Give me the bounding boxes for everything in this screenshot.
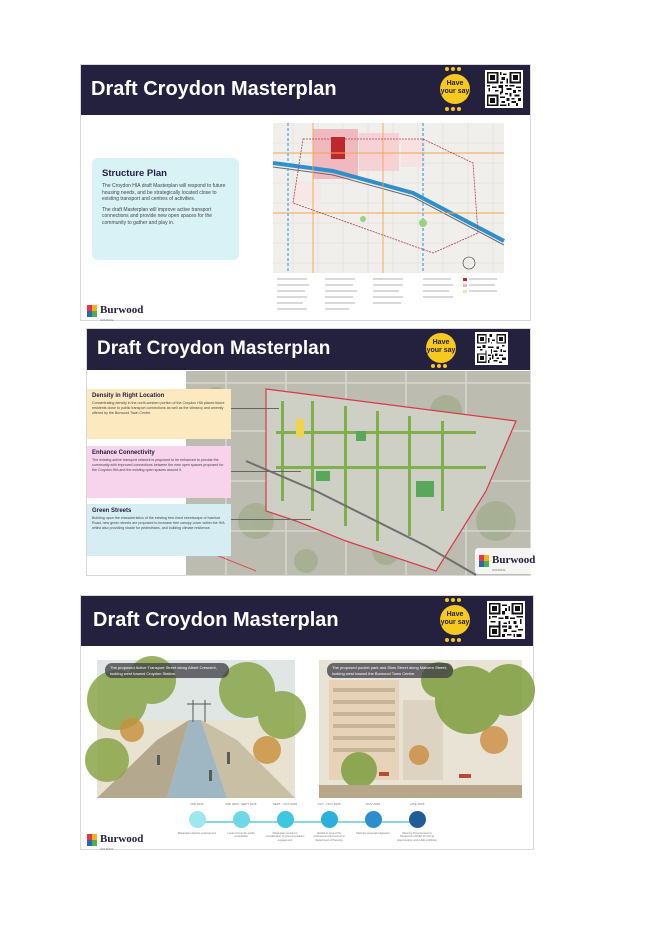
burwood-logo-mark-icon (479, 555, 489, 567)
badge-dots-top (445, 598, 461, 602)
timeline-step-5-desc: Planning proposal lodgement (356, 832, 390, 835)
callout-connectivity-text: The existing active transport network is proposed to be enhanced to provide the community with improved connections between the new open spaces proposed for the Croydon HIA and the existing open spaces around it. (92, 458, 224, 472)
timeline-step-4-desc: Update to Council for endorsement and submit to Department of Planning (313, 832, 345, 842)
callout-green-streets (87, 504, 231, 556)
board-structure-plan (81, 65, 530, 320)
timeline-step-6-dot (409, 811, 426, 828)
burwood-logo (475, 548, 539, 574)
burwood-logo-text: Burwood (100, 304, 144, 316)
timeline-step-4 (309, 802, 349, 842)
timeline-step-1 (177, 802, 217, 835)
have-your-say-badge: Have your say (440, 74, 470, 104)
timeline-step-6-desc: Planning Proposal sent to Department (NSW) for formal determination and public exhibition (397, 832, 437, 842)
callout-density (87, 389, 231, 439)
timeline-step-3-dot (277, 811, 294, 828)
qr-code-icon (475, 332, 508, 365)
caption-malvern-street: The proposed pocket park and Slow Street along Malvern Street, looking west toward the Burwood Town Centre. (327, 663, 453, 678)
timeline-step-4-date: OCT - NOV 2025 (317, 802, 341, 806)
board-header (87, 329, 530, 370)
timeline-step-2-desc: Local community public consultation (227, 832, 255, 839)
callout-density-text: Concentrating density in the north-western portion of the Croydon HIA places future residents close to public transport connections as well as the vibrancy and amenity offered by the Burwood Town Centre. (92, 401, 225, 415)
timeline-step-5-date: NOV 2025 (365, 802, 380, 806)
have-your-say-badge: Have your say (426, 333, 456, 363)
timeline-step-6-date: LATE 2025 (409, 802, 425, 806)
callout-green-streets-heading: Green Streets (92, 508, 132, 514)
render-malvern-street (319, 660, 522, 798)
burwood-logo-mark-icon (87, 305, 97, 317)
burwood-logo (87, 300, 143, 322)
caption-albert-crescent: The proposed Active Transport Street along Albert Crescent, looking west toward Croydon Station. (105, 663, 229, 678)
board-artist-impressions (81, 596, 533, 849)
burwood-logo (87, 829, 143, 851)
badge-dots-top (445, 67, 461, 71)
callout-leader-3 (231, 519, 311, 520)
project-timeline (177, 802, 437, 846)
have-your-say-badge: Have your say (440, 605, 470, 635)
burwood-logo-sub: COUNCIL (100, 847, 114, 851)
burwood-logo-mark-icon (87, 834, 97, 846)
burwood-logo-sub: COUNCIL (100, 318, 114, 322)
timeline-step-3-desc: Masterplan revised in consideration of post-consultation engagement (265, 832, 305, 842)
board-title: Draft Croydon Masterplan (91, 78, 337, 100)
structure-plan-map (273, 123, 504, 273)
structure-plan-text-1: The Croydon HIA draft Masterplan will respond to future housing needs, and be strategically located close to existing transport and centres of activities. (102, 183, 226, 202)
badge-dots-bottom (445, 107, 461, 111)
board-title: Draft Croydon Masterplan (93, 609, 339, 631)
board-key-moves (87, 329, 536, 575)
timeline-step-3-date: SEPT - OCT 2025 (272, 802, 298, 806)
badge-dots-bottom (431, 364, 447, 368)
timeline-step-5 (353, 802, 393, 835)
qr-code-icon (487, 601, 525, 639)
timeline-step-3 (265, 802, 305, 842)
board-header (81, 596, 533, 646)
burwood-logo-text: Burwood (100, 833, 144, 845)
burwood-logo-sub: COUNCIL (492, 568, 506, 572)
callout-density-heading: Density in Right Location (92, 393, 165, 399)
structure-plan-text-2: The draft Masterplan will improve active transport connections and provide new open spaces for the community to gather and play in. (102, 206, 213, 226)
render-albert-crescent (97, 660, 295, 798)
board-title: Draft Croydon Masterplan (97, 338, 331, 359)
timeline-step-1-date: MID 2025 (190, 802, 204, 806)
timeline-step-2 (221, 802, 261, 839)
callout-connectivity (87, 446, 231, 498)
timeline-step-1-dot (189, 811, 206, 828)
timeline-step-1-desc: Masterplan draft for endorsement (177, 832, 217, 835)
qr-code-icon (485, 70, 523, 108)
structure-plan-heading: Structure Plan (102, 168, 167, 179)
timeline-step-4-dot (321, 811, 338, 828)
burwood-logo-text: Burwood (492, 554, 536, 566)
aerial-map (186, 371, 530, 575)
timeline-step-2-date: MID 2025 - SEPT 2025 (225, 802, 257, 806)
map-legend (273, 275, 504, 315)
callout-leader-2 (231, 471, 301, 472)
badge-dots-bottom (445, 638, 461, 642)
structure-plan-card (92, 158, 239, 260)
callout-connectivity-heading: Enhance Connectivity (92, 450, 155, 456)
board-header (81, 65, 530, 115)
timeline-step-6 (397, 802, 437, 842)
timeline-step-2-dot (233, 811, 250, 828)
callout-leader-1 (231, 408, 279, 409)
callout-green-streets-text: Building upon the characteristics of the existing tree-lined streetscape of Ivanhoe Road, new green streets are proposed to increase tree canopy cover within the HIA whilst also providing shade for pedestrians, and building climate resilience. (92, 516, 225, 530)
timeline-step-5-dot (365, 811, 382, 828)
